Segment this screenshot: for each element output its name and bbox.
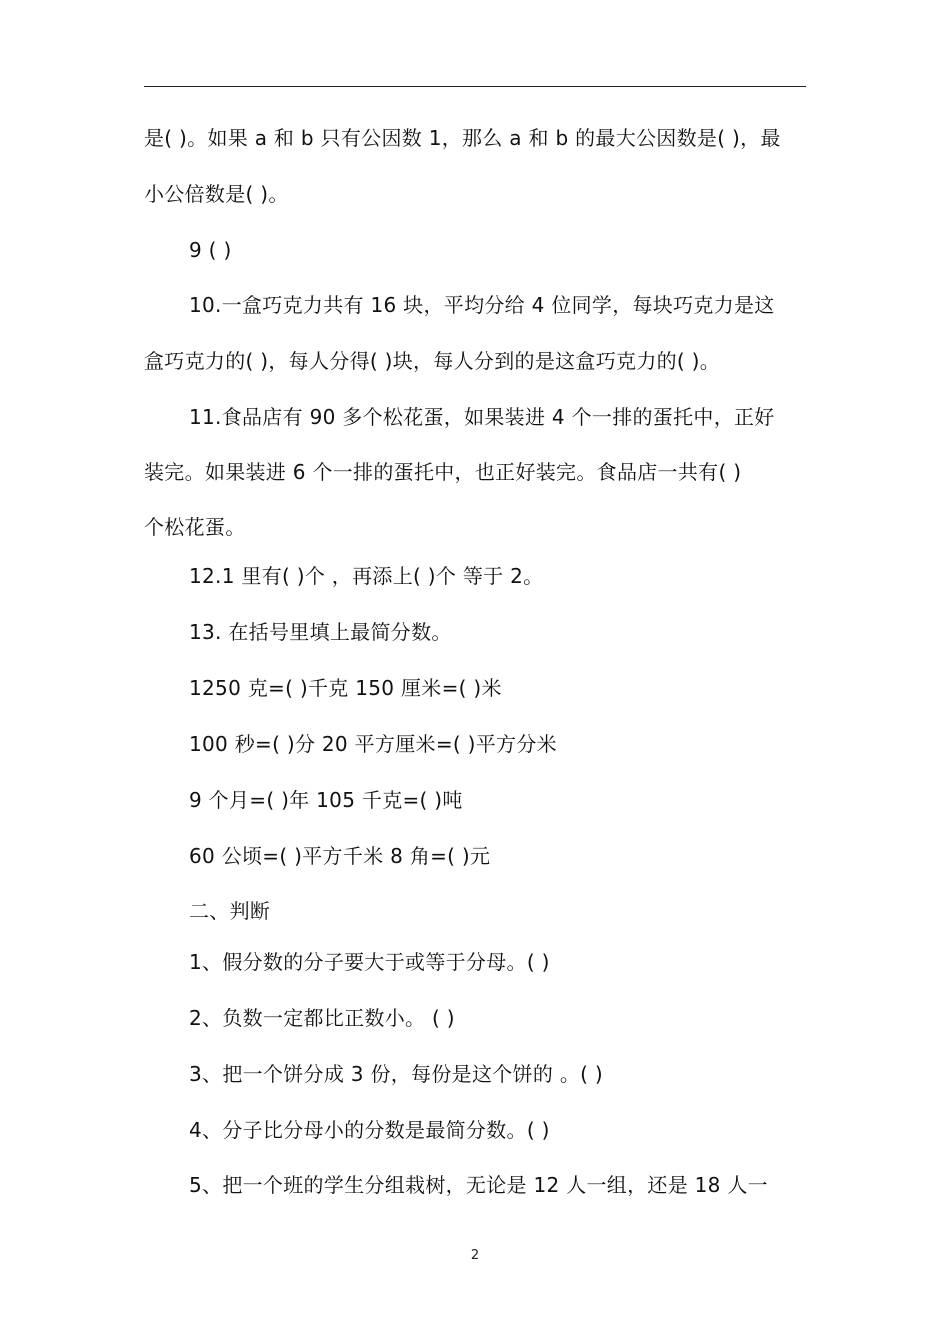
page-number: 2 xyxy=(470,1248,480,1263)
text-line: 是( )。如果 a 和 b 只有公因数 1，那么 a 和 b 的最大公因数是( )，最 xyxy=(144,126,781,150)
question-11: 11.食品店有 90 多个松花蛋，如果装进 4 个一排的蛋托中，正好 xyxy=(189,405,775,429)
judgment-item: 4、分子比分母小的分数是最简分数。( ) xyxy=(189,1118,550,1142)
conversion-line: 1250 克=( )千克 150 厘米=( )米 xyxy=(189,676,502,700)
text-line: 装完。如果装进 6 个一排的蛋托中，也正好装完。食品店一共有( ) xyxy=(144,460,742,484)
judgment-item: 2、负数一定都比正数小。 ( ) xyxy=(189,1006,455,1030)
question-9: 9 ( ) xyxy=(189,238,232,262)
section-heading: 二、判断 xyxy=(189,899,271,923)
judgment-item: 5、把一个班的学生分组栽树，无论是 12 人一组，还是 18 人一 xyxy=(189,1173,768,1197)
judgment-item: 1、假分数的分子要大于或等于分母。( ) xyxy=(189,950,550,974)
question-12: 12.1 里有( )个 ，再添上( )个 等于 2。 xyxy=(189,564,544,588)
conversion-line: 60 公顷=( )平方千米 8 角=( )元 xyxy=(189,844,491,868)
text-line: 个松花蛋。 xyxy=(144,515,246,539)
conversion-line: 100 秒=( )分 20 平方厘米=( )平方分米 xyxy=(189,732,557,756)
judgment-item: 3、把一个饼分成 3 份，每份是这个饼的 。( ) xyxy=(189,1062,603,1086)
text-line: 盒巧克力的( )，每人分得( )块，每人分到的是这盒巧克力的( )。 xyxy=(144,349,721,373)
question-10: 10.一盒巧克力共有 16 块，平均分给 4 位同学，每块巧克力是这 xyxy=(189,293,775,317)
conversion-line: 9 个月=( )年 105 千克=( )吨 xyxy=(189,788,463,812)
text-line: 小公倍数是( )。 xyxy=(144,182,289,206)
question-13: 13. 在括号里填上最简分数。 xyxy=(189,620,452,644)
header-rule xyxy=(144,86,806,87)
